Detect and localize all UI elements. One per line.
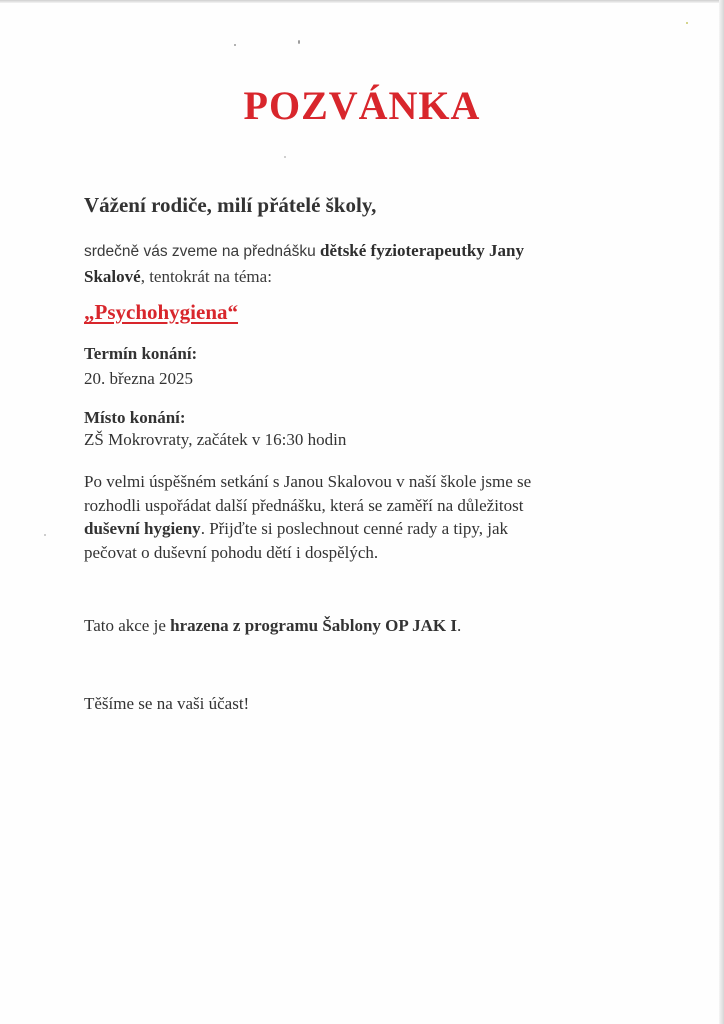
- date-value: 20. března 2025: [84, 369, 194, 388]
- scan-speck: [686, 22, 688, 24]
- intro-part-1: srdečně vás zveme na přednášku: [84, 243, 316, 260]
- intro-bold-2: Skalové: [84, 267, 141, 286]
- place-label: Místo konání:: [84, 408, 186, 427]
- intro-text: [84, 238, 644, 289]
- page-title: POZVÁNKA: [243, 83, 481, 128]
- closing-line: Těšíme se na vaši účast!: [84, 694, 250, 713]
- body-paragraph: [84, 470, 644, 564]
- place-value: ZŠ Mokrovraty, začátek v 16:30 hodin: [84, 430, 347, 449]
- lecture-topic: „Psychohygiena“: [84, 300, 239, 324]
- paragraph-rest: . Přijďte si poslechnout cenné rady a tipy, jak: [200, 519, 508, 538]
- intro-line-1: [84, 238, 644, 264]
- date-label: Termín konání:: [84, 344, 198, 363]
- intro-part-2: , tentokrát na téma:: [140, 267, 272, 286]
- scan-speck: [44, 534, 46, 536]
- intro-bold-1: dětské fyzioterapeutky Jany: [320, 241, 525, 260]
- intro-line-2: [84, 264, 644, 289]
- salutation: Vážení rodiče, milí přátelé školy,: [84, 193, 377, 217]
- paragraph-bold: duševní hygieny: [84, 519, 201, 538]
- paragraph-line: Po velmi úspěšném setkání s Janou Skalovou v naší škole jsme se: [84, 472, 532, 491]
- funding-note: [84, 616, 644, 636]
- scan-speck: [284, 156, 286, 158]
- paragraph-line: rozhodli uspořádat další přednášku, která se zaměří na důležitost: [84, 495, 524, 515]
- scan-edge-right: [719, 0, 724, 1024]
- paragraph-line: pečovat o duševní pohodu dětí i dospělých.: [84, 542, 379, 562]
- scan-speck: [234, 44, 236, 46]
- scan-edge-top: [0, 0, 724, 3]
- paragraph-line: [84, 517, 644, 541]
- scan-speck: [298, 40, 300, 44]
- funding-suffix: .: [456, 616, 462, 635]
- funding-prefix: Tato akce je: [84, 616, 171, 635]
- funding-program: hrazena z programu Šablony OP JAK I: [170, 616, 457, 635]
